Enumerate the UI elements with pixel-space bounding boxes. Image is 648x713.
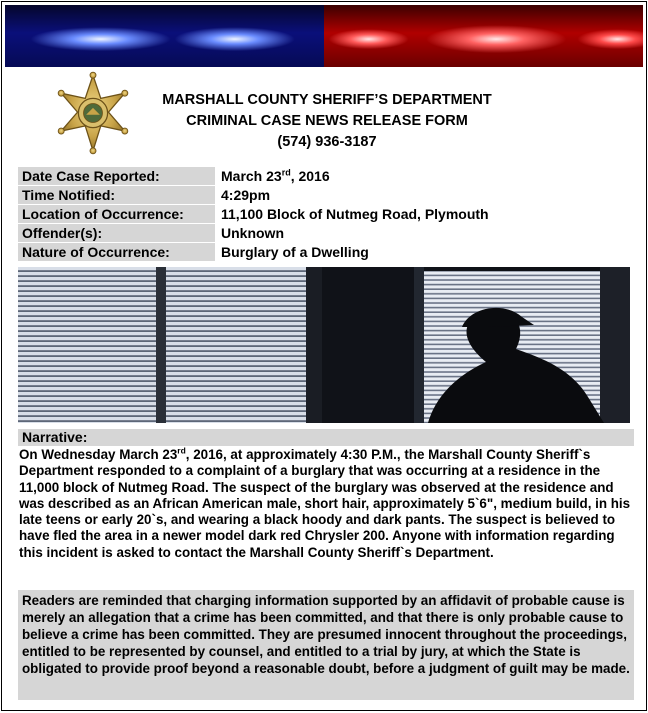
- info-row: [18, 167, 634, 185]
- header-title-block: [142, 90, 512, 153]
- info-row: [18, 243, 634, 261]
- info-row: [18, 205, 634, 223]
- narrative-text: On Wednesday March 23rd, 2016, at approximately 4:30 P.M., the Marshall County Sheriff`s Department responded to a complaint of a burglary that was occurring at a residence in the 11,000 block of Nutmeg Road. The suspect of the burglary was observed at the residence and was described as an African American male, short hair, approximately 5`6", medium build, in his late teens or early 20`s, and wearing a black hoody and dark pants. The suspect is believed to have fled the area in a newer model dark red Chrysler 200. Anyone with information regarding this incident is asked to contact the Marshall County Sheriff`s Department.: [19, 445, 631, 560]
- blue-light: [5, 5, 324, 67]
- phone-number: (574) 936-3187: [277, 134, 377, 150]
- info-value: March 23rd, 2016: [221, 167, 330, 184]
- narrative-label: Narrative:: [18, 429, 634, 446]
- info-label: Offender(s):: [18, 224, 215, 242]
- case-info-table: [18, 167, 634, 262]
- info-row: [18, 186, 634, 204]
- form-title: CRIMINAL CASE NEWS RELEASE FORM: [186, 113, 468, 129]
- red-light: [324, 5, 643, 67]
- info-label: Nature of Occurrence:: [18, 243, 215, 261]
- info-row: [18, 224, 634, 242]
- info-label: Location of Occurrence:: [18, 205, 215, 223]
- sheriff-star-badge-icon: [50, 68, 136, 158]
- info-value: 11,100 Block of Nutmeg Road, Plymouth: [221, 206, 489, 222]
- info-label: Date Case Reported:: [18, 167, 215, 185]
- police-lights-banner: [5, 5, 643, 67]
- news-release-form: [1, 1, 647, 711]
- info-value: Burglary of a Dwelling: [221, 244, 369, 260]
- info-value: Unknown: [221, 225, 284, 241]
- info-value: 4:29pm: [221, 187, 271, 203]
- department-name: MARSHALL COUNTY SHERIFF’S DEPARTMENT: [162, 92, 492, 108]
- burglar-window-photo: [18, 267, 630, 423]
- info-label: Time Notified:: [18, 186, 215, 204]
- legal-disclaimer: Readers are reminded that charging information supported by an affidavit of probable cause is merely an allegation that a crime has been committed, and that there is only probable cause to believe a crime has been committed. They are presumed innocent throughout the proceedings, entitled to be represented by counsel, and entitled to a trial by jury, at which the State is obligated to provide proof beyond a reasonable doubt, before a judgment of guilt may be made.: [18, 590, 634, 700]
